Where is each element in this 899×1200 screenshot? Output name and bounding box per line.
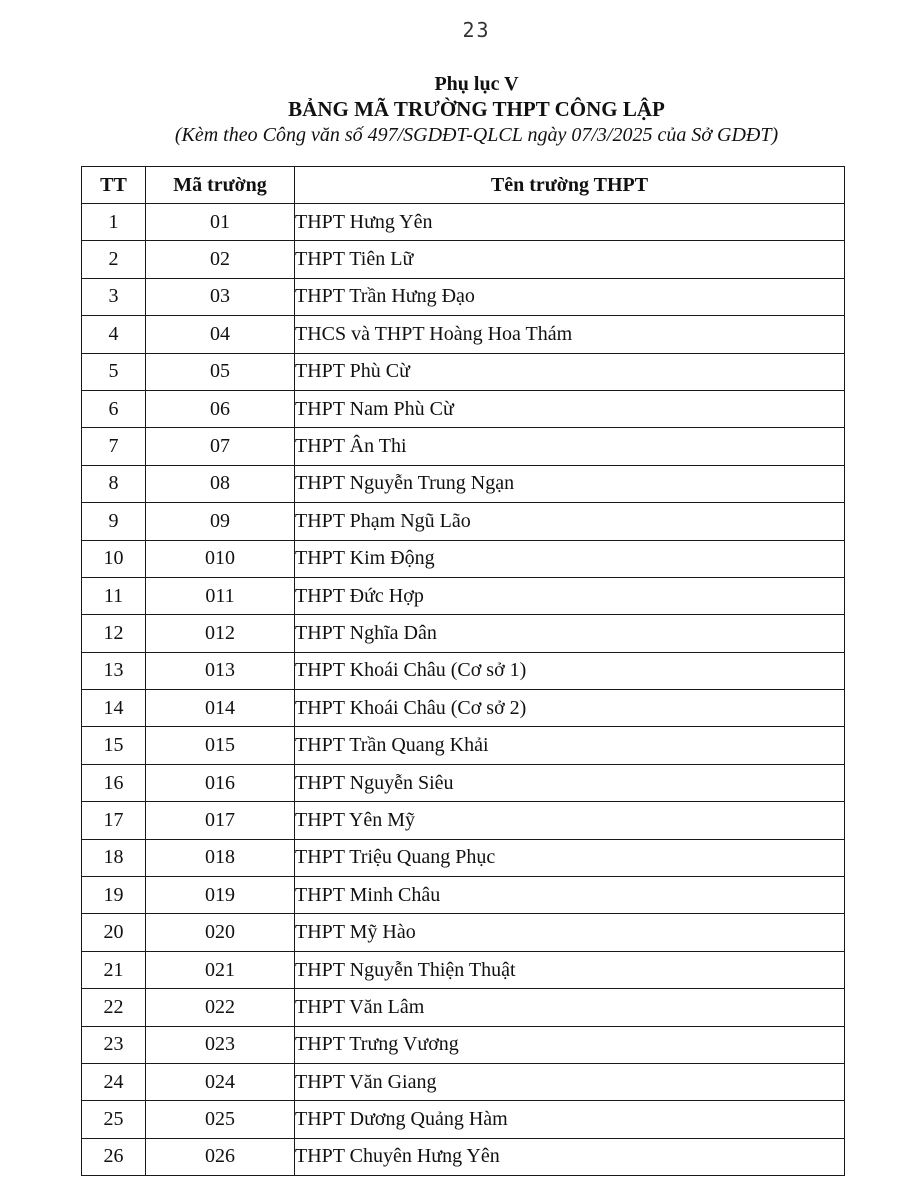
row-number: 26	[82, 1138, 146, 1175]
school-name: THPT Phạm Ngũ Lão	[295, 503, 845, 540]
school-name: THPT Tiên Lữ	[295, 241, 845, 278]
table-row	[82, 951, 845, 988]
row-number: 24	[82, 1063, 146, 1100]
table-row	[82, 241, 845, 278]
school-code: 01	[146, 204, 295, 241]
row-number: 20	[82, 914, 146, 951]
document-title: BẢNG MÃ TRƯỜNG THPT CÔNG LẬP	[288, 97, 665, 121]
table-row	[82, 390, 845, 427]
school-name: THPT Triệu Quang Phục	[295, 839, 845, 876]
school-name: THPT Chuyên Hưng Yên	[295, 1138, 845, 1175]
header-tt: TT	[82, 167, 146, 204]
school-code: 021	[146, 951, 295, 988]
row-number: 23	[82, 1026, 146, 1063]
table-row	[82, 278, 845, 315]
row-number: 17	[82, 802, 146, 839]
table-row	[82, 914, 845, 951]
table-row	[82, 1101, 845, 1138]
school-code: 05	[146, 353, 295, 390]
row-number: 19	[82, 877, 146, 914]
row-number: 13	[82, 652, 146, 689]
table-row	[82, 764, 845, 801]
row-number: 2	[82, 241, 146, 278]
row-number: 4	[82, 316, 146, 353]
table-row	[82, 577, 845, 614]
table-row	[82, 652, 845, 689]
table-row	[82, 615, 845, 652]
table-row	[82, 877, 845, 914]
table-header-row	[82, 167, 845, 204]
row-number: 7	[82, 428, 146, 465]
school-name: THPT Khoái Châu (Cơ sở 1)	[295, 652, 845, 689]
school-name: THPT Văn Giang	[295, 1063, 845, 1100]
school-name: THPT Văn Lâm	[295, 989, 845, 1026]
table-row	[82, 204, 845, 241]
table-row	[82, 1138, 845, 1175]
school-name: THPT Mỹ Hào	[295, 914, 845, 951]
school-code: 025	[146, 1101, 295, 1138]
school-code: 010	[146, 540, 295, 577]
school-code: 08	[146, 465, 295, 502]
row-number: 8	[82, 465, 146, 502]
row-number: 18	[82, 839, 146, 876]
school-code: 026	[146, 1138, 295, 1175]
table-row	[82, 802, 845, 839]
table-row	[82, 503, 845, 540]
school-name: THPT Trưng Vương	[295, 1026, 845, 1063]
school-name: THPT Nghĩa Dân	[295, 615, 845, 652]
school-name: THPT Đức Hợp	[295, 577, 845, 614]
row-number: 6	[82, 390, 146, 427]
table-row	[82, 1026, 845, 1063]
school-code: 017	[146, 802, 295, 839]
table-row	[82, 690, 845, 727]
school-code: 016	[146, 764, 295, 801]
school-code: 013	[146, 652, 295, 689]
row-number: 16	[82, 764, 146, 801]
page-number: 23	[462, 18, 491, 42]
school-code: 06	[146, 390, 295, 427]
school-code: 07	[146, 428, 295, 465]
table-row	[82, 727, 845, 764]
header-school-code: Mã trường	[146, 167, 295, 204]
school-code: 09	[146, 503, 295, 540]
school-code: 015	[146, 727, 295, 764]
table-row	[82, 540, 845, 577]
school-code: 02	[146, 241, 295, 278]
school-name: THPT Nam Phù Cừ	[295, 390, 845, 427]
school-name: THPT Nguyễn Thiện Thuật	[295, 951, 845, 988]
header-school-name: Tên trường THPT	[295, 167, 845, 204]
school-name: THPT Nguyễn Trung Ngạn	[295, 465, 845, 502]
school-name: THPT Nguyễn Siêu	[295, 764, 845, 801]
school-code: 03	[146, 278, 295, 315]
school-name: THPT Dương Quảng Hàm	[295, 1101, 845, 1138]
school-code-table	[81, 166, 845, 1176]
school-code: 014	[146, 690, 295, 727]
school-code: 023	[146, 1026, 295, 1063]
table-row	[82, 465, 845, 502]
school-name: THPT Phù Cừ	[295, 353, 845, 390]
school-name: THPT Trần Hưng Đạo	[295, 278, 845, 315]
school-name: THPT Ân Thi	[295, 428, 845, 465]
school-code: 04	[146, 316, 295, 353]
row-number: 14	[82, 690, 146, 727]
row-number: 5	[82, 353, 146, 390]
row-number: 11	[82, 577, 146, 614]
table-row	[82, 428, 845, 465]
appendix-label: Phụ lục V	[434, 73, 519, 95]
school-code: 019	[146, 877, 295, 914]
row-number: 21	[82, 951, 146, 988]
row-number: 3	[82, 278, 146, 315]
table-row	[82, 353, 845, 390]
document-subtitle: (Kèm theo Công văn số 497/SGDĐT-QLCL ngày 07/3/2025 của Sở GDĐT)	[174, 124, 779, 146]
table-body	[82, 204, 845, 1176]
row-number: 25	[82, 1101, 146, 1138]
row-number: 9	[82, 503, 146, 540]
table-row	[82, 316, 845, 353]
school-name: THPT Kim Động	[295, 540, 845, 577]
school-code: 024	[146, 1063, 295, 1100]
row-number: 1	[82, 204, 146, 241]
row-number: 22	[82, 989, 146, 1026]
school-code: 020	[146, 914, 295, 951]
school-code: 012	[146, 615, 295, 652]
row-number: 10	[82, 540, 146, 577]
school-name: THCS và THPT Hoàng Hoa Thám	[295, 316, 845, 353]
school-name: THPT Khoái Châu (Cơ sở 2)	[295, 690, 845, 727]
row-number: 15	[82, 727, 146, 764]
school-name: THPT Hưng Yên	[295, 204, 845, 241]
school-code: 011	[146, 577, 295, 614]
table-row	[82, 1063, 845, 1100]
table-row	[82, 989, 845, 1026]
school-code: 022	[146, 989, 295, 1026]
school-name: THPT Yên Mỹ	[295, 802, 845, 839]
table-row	[82, 839, 845, 876]
school-name: THPT Trần Quang Khải	[295, 727, 845, 764]
school-name: THPT Minh Châu	[295, 877, 845, 914]
row-number: 12	[82, 615, 146, 652]
school-code: 018	[146, 839, 295, 876]
